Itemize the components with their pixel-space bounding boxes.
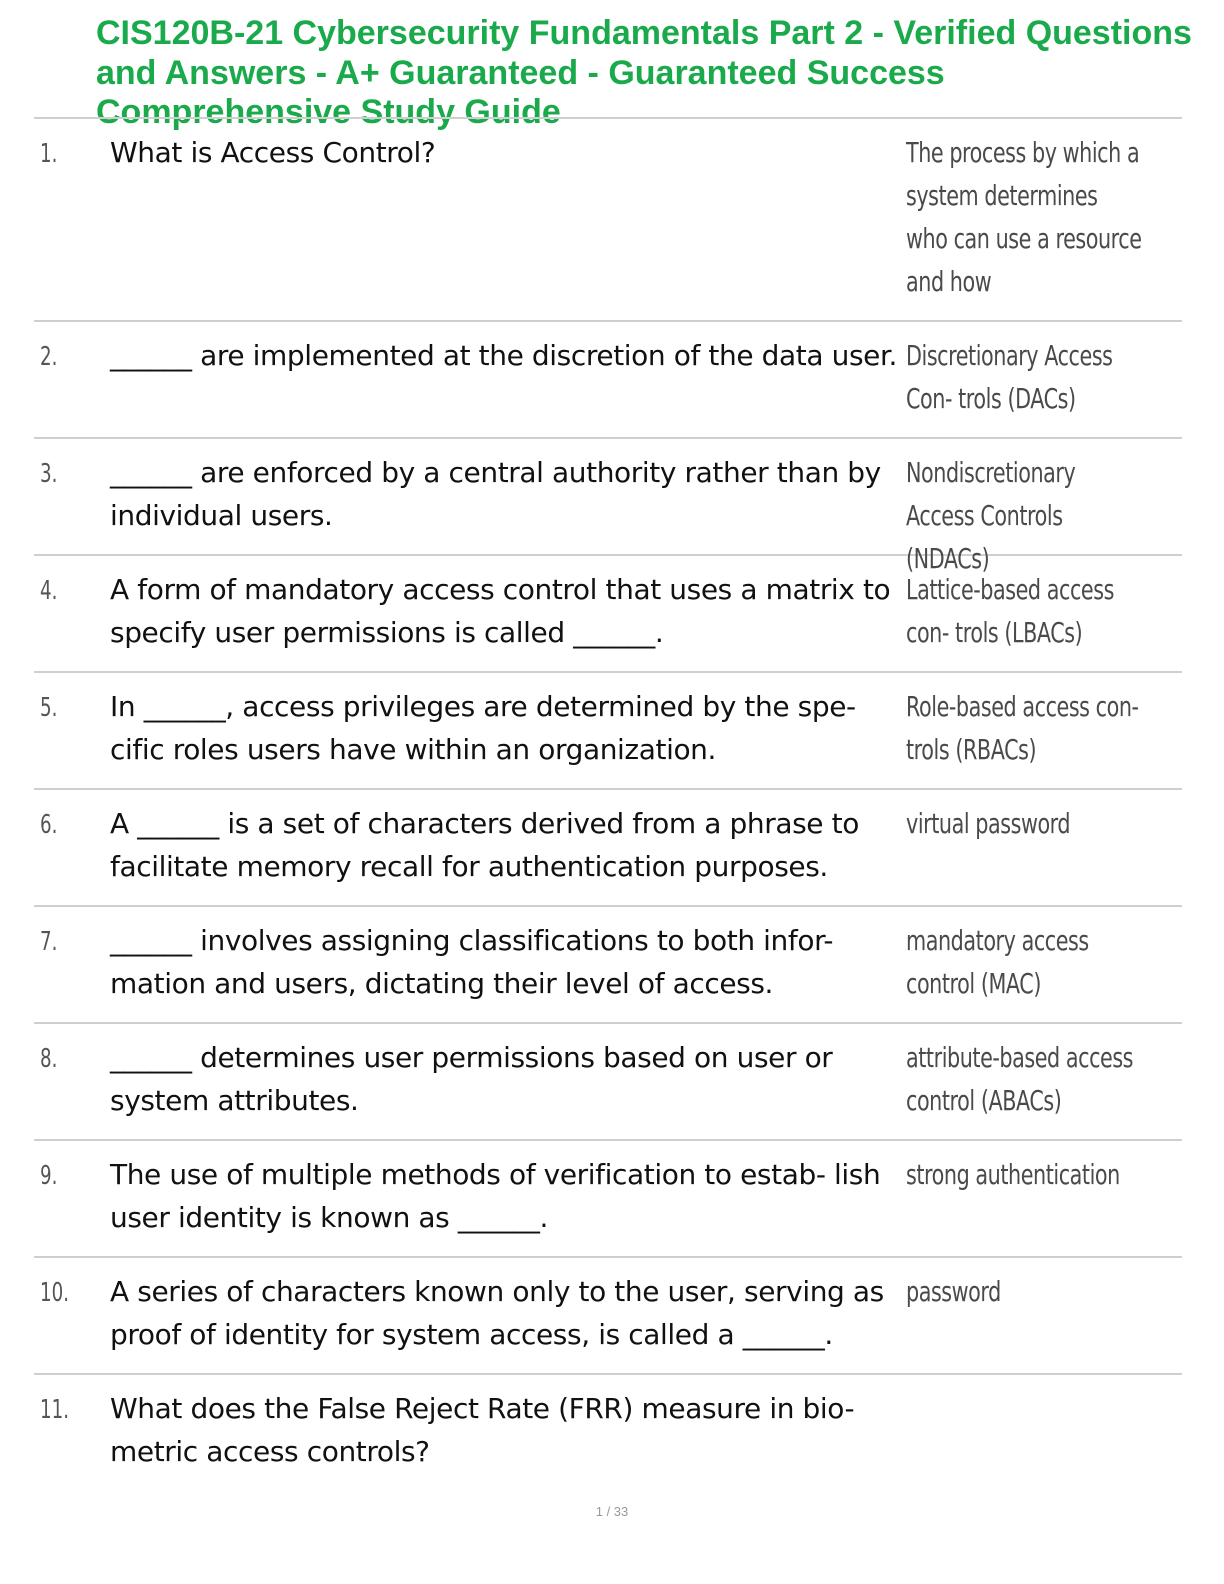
answer-text: attribute-based access control (ABACs) [906, 1041, 1134, 1117]
question-number: 6. [40, 810, 58, 840]
answer-text: Role-based access con- trols (RBACs) [906, 690, 1139, 766]
qa-list [34, 119, 1182, 1485]
question-text: A form of mandatory access control that uses a matrix to specify user permissions is called ______. [110, 573, 891, 649]
qa-row [34, 1024, 1182, 1141]
answer-text: mandatory access control (MAC) [906, 924, 1089, 1000]
answer-text: Discretionary Access Con- trols (DACs) [906, 339, 1113, 415]
question-text: The use of multiple methods of verification to estab- lish user identity is known as ______. [110, 1158, 881, 1234]
question-number: 10. [40, 1278, 70, 1308]
qa-row [34, 439, 1182, 575]
question-text: ______ are enforced by a central authority rather than by individual users. [110, 456, 881, 532]
answer-text: Nondiscretionary Access Controls (NDACs) [906, 456, 1076, 575]
question-number: 9. [40, 1161, 58, 1191]
qa-row [34, 907, 1182, 1024]
answer-text: Lattice-based access con- trols (LBACs) [906, 573, 1114, 649]
qa-row [34, 322, 1182, 439]
question-text: ______ are implemented at the discretion of the data user. [110, 339, 898, 372]
question-text: A series of characters known only to the user, serving as proof of identity for system access, is called a ______. [110, 1275, 884, 1351]
qa-row [34, 556, 1182, 673]
question-text: A ______ is a set of characters derived from a phrase to facilitate memory recall for authentication purposes. [110, 807, 859, 883]
answer-text: The process by which a system determines who can use a resource and how [906, 136, 1142, 298]
question-text: ______ involves assigning classifications to both infor- mation and users, dictating their level of access. [110, 924, 834, 1000]
answer-text: password [906, 1275, 1001, 1308]
page-number: 1 / 33 [595, 1504, 629, 1519]
answer-text: virtual password [906, 807, 1071, 840]
question-text: In ______, access privileges are determined by the spe- cific roles users have within an organization. [110, 690, 856, 766]
document-title: CIS120B-21 Cybersecurity Fundamentals Part 2 - Verified Questions and Answers - A+ Guaranteed - Guaranteed Success Comprehensive Study Guide [96, 14, 1192, 131]
question-number: 3. [40, 459, 58, 489]
question-number: 1. [40, 139, 58, 169]
question-number: 8. [40, 1044, 58, 1074]
qa-row [34, 673, 1182, 790]
question-text: What is Access Control? [110, 136, 436, 169]
answer-text: strong authentication [906, 1158, 1120, 1191]
qa-row [34, 1141, 1182, 1258]
question-number: 11. [40, 1395, 70, 1425]
qa-row [34, 1375, 1182, 1485]
qa-row [34, 119, 1182, 322]
qa-row [34, 790, 1182, 907]
question-number: 2. [40, 342, 58, 372]
qa-row [34, 1258, 1182, 1375]
question-text: ______ determines user permissions based on user or system attributes. [110, 1041, 833, 1117]
question-number: 5. [40, 693, 58, 723]
question-number: 4. [40, 576, 58, 606]
question-text: What does the False Reject Rate (FRR) measure in bio- metric access controls? [110, 1392, 855, 1468]
question-number: 7. [40, 927, 58, 957]
